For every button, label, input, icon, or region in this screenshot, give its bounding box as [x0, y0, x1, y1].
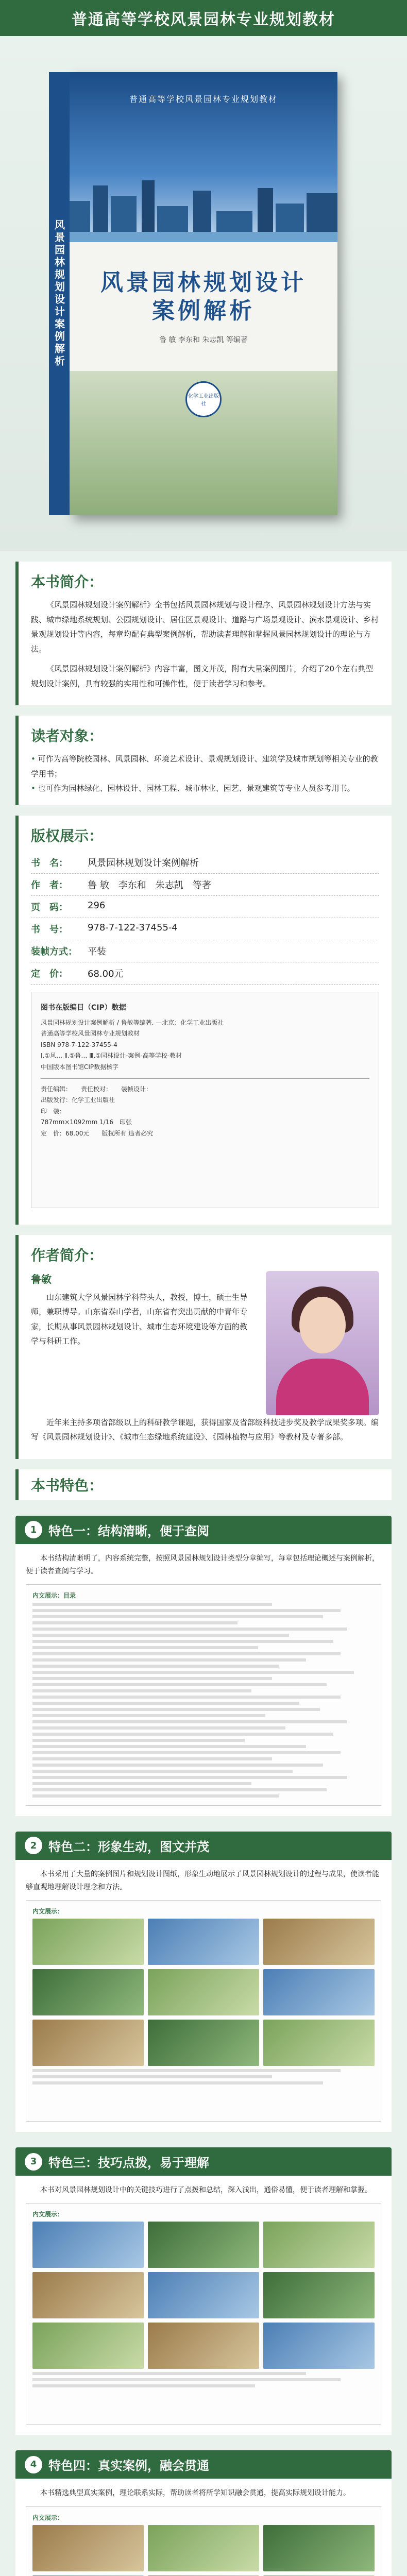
- author-bio: 近年来主持多项省部级以上的科研教学课题，获得国家及省部级科技进步奖及教学成果奖多项。编写《风景园林规划设计》、《城市生态绿地系统建设》、《园林植物与应用》等教材及专著多部。: [31, 1417, 379, 1442]
- features-title-section: [15, 1469, 392, 1500]
- sample-page-image: 内文展示：: [26, 1900, 381, 2122]
- feature-body: 本书对风景园林规划设计中的关键技巧进行了点拨和总结，深入浅出，通俗易懂，便于读者理解和掌握。 内文展示：: [15, 2176, 392, 2435]
- cover-bottom: [70, 371, 337, 515]
- sample-page-image: 内文展示：: [26, 2506, 381, 2576]
- readers-section: [15, 716, 392, 805]
- info-row: 作 者： 鲁 敏 李东和 朱志凯 等著: [31, 874, 379, 896]
- cover-title-area: [70, 242, 337, 371]
- readers-heading: 读者对象：: [31, 727, 104, 744]
- book-spine: 风景园林规划设计案例解析: [49, 72, 70, 515]
- feature-heading: 1 特色一：结构清晰，便于查阅: [15, 1516, 392, 1544]
- cover-title: 风景园林规划设计 案例解析: [100, 269, 307, 324]
- edition-section: [15, 816, 392, 1225]
- author-photo: [266, 1271, 379, 1415]
- info-row: 书 号： 978-7-122-37455-4: [31, 918, 379, 940]
- book-cover-area: [0, 36, 407, 551]
- intro-section: [15, 562, 392, 705]
- intro-heading: 本书简介：: [31, 573, 104, 590]
- info-table: [31, 852, 379, 985]
- info-row: 页 码： 296: [31, 896, 379, 918]
- feature-heading: 3 特色三：技巧点拨，易于理解: [15, 2147, 392, 2176]
- feature-body: 本书采用了大量的案例图片和规划设计图纸，形象生动地展示了风景园林规划设计的过程与成果，使读者能够直观地理解设计理念和方法。 内文展示：: [15, 1860, 392, 2132]
- cover-authors: 鲁 敏 李东和 朱志凯 等编著: [159, 336, 248, 344]
- features-heading: 本书特色：: [31, 1477, 104, 1494]
- info-row: 书 名： 风景园林规划设计案例解析: [31, 852, 379, 874]
- feature-heading: 2 特色二：形象生动，图文并茂: [15, 1832, 392, 1860]
- author-bio: 山东建筑大学风景园林学科带头人，教授，博士，硕士生导师，兼职博导。山东省泰山学者，山东省有突出贡献的中青年专家，长期从事风景园林规划设计、城市生态环境建设等方面的教学与科研工作。: [31, 1292, 248, 1346]
- intro-paragraph: 《风景园林规划设计案例解析》全书包括风景园林规划与设计程序、风景园林规划设计方法与实践、城市绿地系统规划、公园规划设计、居住区景观设计、道路与广场景观设计、滨水景观设计、乡村景观规划设计等内容，每章均配有典型案例解析，帮助读者理解和掌握风景园林规划设计的理论与方法。: [31, 600, 379, 654]
- readers-list: [31, 752, 379, 796]
- intro-paragraph: 《风景园林规划设计案例解析》内容丰富，图文并茂，附有大量案例图片，介绍了20个左右典型规划设计案例，具有较强的实用性和可操作性，便于读者学习和参考。: [31, 664, 374, 688]
- top-banner: [0, 0, 407, 36]
- info-row: 装帧方式： 平装: [31, 940, 379, 962]
- skyline-illustration: [70, 165, 337, 242]
- cover-series: 普通高等学校风景园林专业规划教材: [129, 94, 278, 104]
- sample-page-image: 内文展示：目录: [26, 1584, 381, 1806]
- author-heading: 作者简介：: [31, 1246, 104, 1264]
- feature-body: 本书精选典型真实案例，理论联系实际，帮助读者将所学知识融会贯通，提高实际规划设计能力。 内文展示：: [15, 2479, 392, 2576]
- author-name: 鲁敏: [31, 1273, 52, 1285]
- feature-heading: 4 特色四：真实案例，融会贯通: [15, 2450, 392, 2479]
- publisher-badge: 化学工业出版社: [185, 381, 222, 417]
- list-item: • 可作为高等院校园林、风景园林、环境艺术设计、景观规划设计、建筑学及城市规划等相关专业的教学用书；: [31, 752, 379, 781]
- cip-page-image: 图书在版编目（CIP）数据 风景园林规划设计案例解析 / 鲁敏等编著. —北京：化学工业出版社 普通高等学校风景园林专业规划教材 ISBN 978-7-122-37455-4 Ⅰ.①风… Ⅱ.①鲁… Ⅲ.①园林设计-案例-高等学校-教材 中国版本图书馆CIP数据核字 责任编辑： 责任校对： 装帧设计： 出版发行：化学工业出版社 印 装： 787mm×1092mm 1/16 印张 定 价：68.00元 版权所有 违者必究: [31, 992, 379, 1208]
- feature-body: 本书结构清晰明了，内容系统完整，按照风景园林规划设计类型分章编写，每章包括理论概述与案例解析，便于读者查阅与学习。 内文展示：目录: [15, 1544, 392, 1816]
- info-row: 定 价： 68.00元: [31, 962, 379, 985]
- cover-top: [70, 72, 337, 242]
- list-item: • 也可作为园林绿化、园林设计、园林工程、城市林业、园艺、景观建筑等专业人员参考用书。: [31, 781, 379, 796]
- book-cover: [53, 72, 337, 515]
- author-section: [15, 1235, 392, 1459]
- sample-page-image: 内文展示：: [26, 2203, 381, 2425]
- edition-heading: 版权展示：: [31, 827, 104, 844]
- banner-title: 普通高等学校风景园林专业规划教材: [72, 11, 335, 29]
